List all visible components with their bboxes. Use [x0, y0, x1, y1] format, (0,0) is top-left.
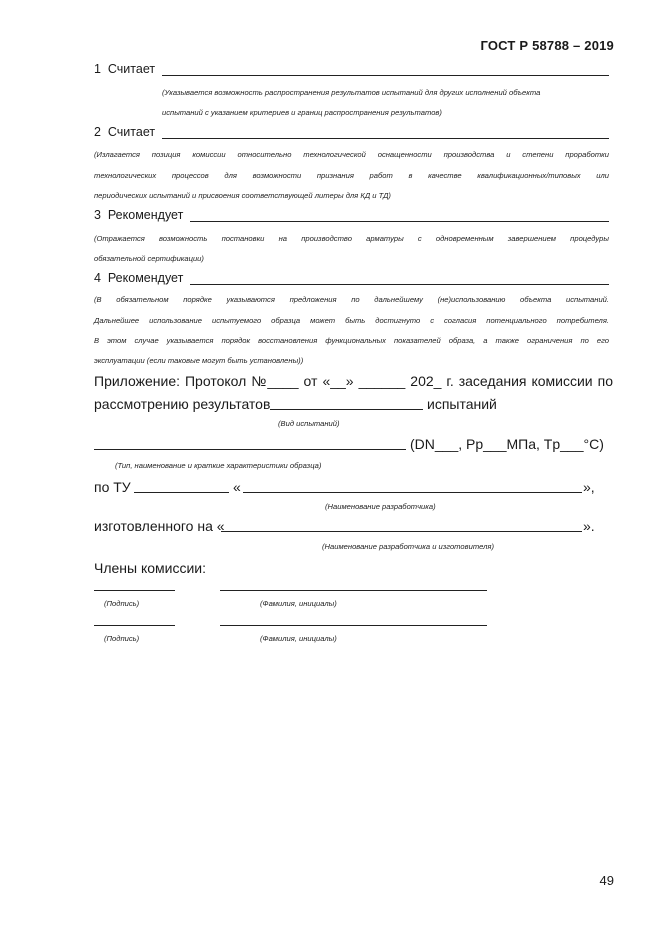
name-line-1[interactable] [220, 590, 487, 591]
appendix-line-1: Приложение: Протокол №____ от «__» ______ 202_ г. заседания комиссии по [94, 373, 613, 389]
tu-prefix: по ТУ [94, 479, 131, 495]
item-3-note-line-1: (Отражается возможность постановки на производство арматуры с одновременным завершением процедуры [94, 234, 609, 243]
appendix-line-2-end: испытаний [427, 396, 497, 412]
item-2-note-line-1: (Излагается позиция комиссии относительно технологической оснащенности производства и степени проработки [94, 150, 609, 159]
item-1-label: 1 Считает [94, 62, 159, 76]
tu-quote-open: « [233, 479, 241, 495]
sample-params: (DN___, Pр___МПа, Tр___°С) [410, 436, 604, 452]
item-2-note-line-2: технологических процессов для возможности признания работ в качестве квалификационных/типовых или [94, 171, 609, 180]
test-type-blank-line[interactable] [270, 409, 423, 410]
item-1-blank-line[interactable] [162, 63, 609, 76]
manufacturer-blank-line[interactable] [221, 531, 582, 532]
signature-label-1: (Подпись) [104, 599, 140, 608]
item-3-blank-line[interactable] [190, 209, 609, 222]
item-2-blank-line[interactable] [162, 126, 609, 139]
item-3-label: 3 Рекомендует [94, 208, 187, 222]
item-2-row [94, 125, 609, 139]
item-1-note-line-1: (Указывается возможность распространения результатов испытаний для других исполнений объекта [162, 88, 541, 97]
tu-number-blank-line[interactable] [134, 492, 229, 493]
name-line-2[interactable] [220, 625, 487, 626]
item-1-note-line-2: испытаний с указанием критериев и границ распространения результатов) [162, 108, 442, 117]
sample-blank-line[interactable] [94, 449, 406, 450]
page-number: 49 [599, 873, 614, 888]
signature-line-2[interactable] [94, 625, 175, 626]
appendix-line-2-start: рассмотрению результатов [94, 396, 271, 412]
item-4-label: 4 Рекомендует [94, 271, 187, 285]
commission-title: Члены комиссии: [94, 560, 207, 576]
tu-quote-close: », [583, 479, 595, 495]
item-4-row [94, 271, 609, 285]
item-2-note-line-3: периодических испытаний и присвоения соответствующей литеры для КД и ТД) [94, 191, 391, 200]
item-4-note-line-4: эксплуатации (если таковые могут быть установлены)) [94, 356, 304, 365]
item-4-note-line-2: Дальнейшее использование испытуемого образца может быть достигнуто с согласия потенциального потребителя. [94, 316, 609, 325]
name-label-2: (Фамилия, инициалы) [260, 634, 337, 643]
item-2-label: 2 Считает [94, 125, 159, 139]
sample-note: (Тип, наименование и краткие характеристики образца) [115, 461, 322, 470]
signature-line-1[interactable] [94, 590, 175, 591]
item-4-note-line-1: (В обязательном порядке указываются предложения по дальнейшему (не)использованию объекта испытаний. [94, 295, 609, 304]
item-4-blank-line[interactable] [190, 272, 609, 285]
dev-manufacturer-note: (Наименование разработчика и изготовителя) [322, 542, 494, 551]
item-4-note-line-3: В этом случае указывается порядок восстановления функциональных показателей образа, а также ограничения по его [94, 336, 609, 345]
manufactured-prefix: изготовленного на « [94, 518, 225, 534]
item-1-row [94, 62, 609, 76]
developer-blank-line[interactable] [243, 492, 582, 493]
item-3-row [94, 208, 609, 222]
standard-number: ГОСТ Р 58788 – 2019 [480, 38, 614, 53]
name-label-1: (Фамилия, инициалы) [260, 599, 337, 608]
test-type-note: (Вид испытаний) [278, 419, 340, 428]
item-3-note-line-2: обязательной сертификации) [94, 254, 204, 263]
developer-note: (Наименование разработчика) [325, 502, 436, 511]
signature-label-2: (Подпись) [104, 634, 140, 643]
manufactured-close: ». [583, 518, 595, 534]
